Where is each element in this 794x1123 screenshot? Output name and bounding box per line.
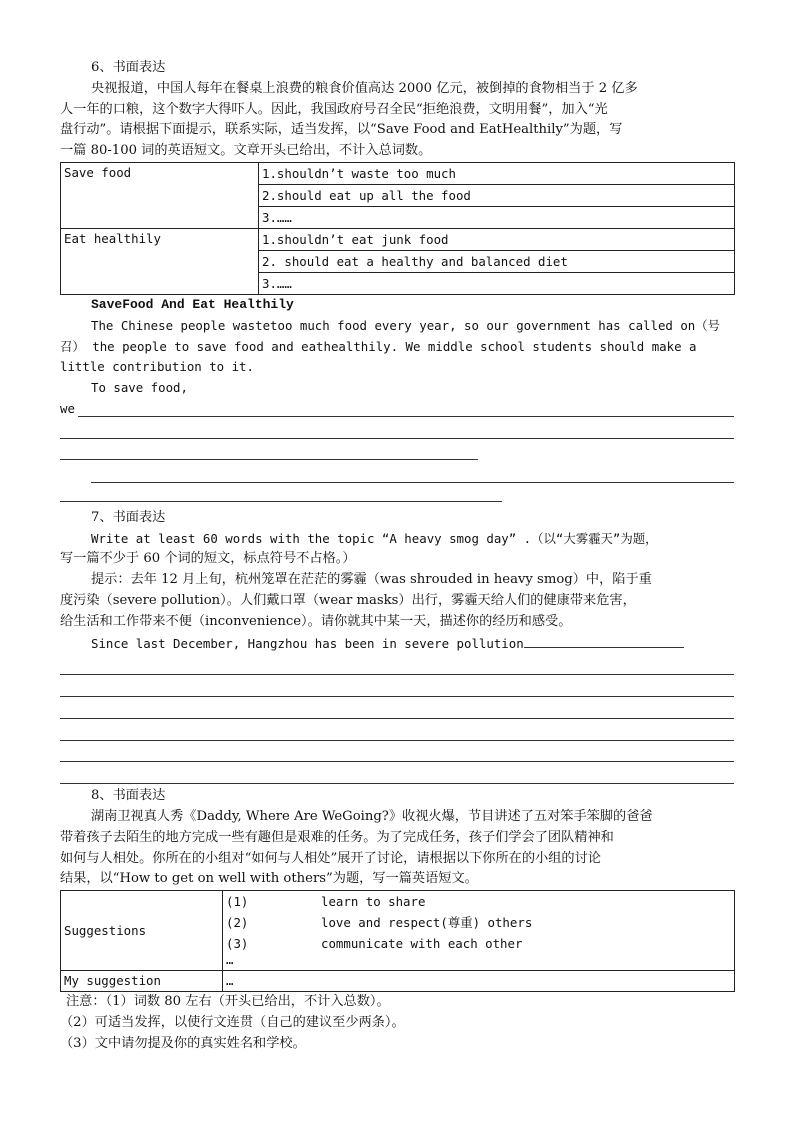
- section8-prompt-line: 湖南卫视真人秀《Daddy, Where Are WeGoing?》收视火爆，节目讲述了五对笨手笨脚的爸爸: [91, 808, 653, 824]
- note-line: 注意：（1）词数 80 左右（开头已给出，不计入总数）。: [66, 994, 390, 1010]
- point-item: 3.……: [262, 275, 292, 291]
- point-item: 2.should eat up all the food: [259, 185, 734, 207]
- suggestions-cell: [223, 891, 735, 971]
- points-cell: [259, 162, 735, 228]
- writing-line[interactable]: [60, 697, 734, 719]
- writing-line[interactable]: [60, 762, 734, 784]
- section6-prompt-line: 人一年的口粮，这个数字大得吓人。因此，我国政府号召全民“拒绝浪费，文明用餐”，加入“光: [60, 101, 608, 117]
- suggestion-item: (2) love and respect(尊重) others: [226, 915, 533, 931]
- section6-prompt-line: 盘行动”。请根据下面提示，联系实际，适当发挥，以“Save Food and EatHealthily”为题，写: [60, 122, 623, 138]
- table-row: [61, 228, 735, 294]
- point-item: 1.shouldn’t eat junk food: [259, 229, 734, 251]
- my-suggestion-value[interactable]: …: [223, 971, 735, 992]
- section7-hint-line: 度污染（severe pollution）。人们戴口罩（wear masks）出行，雾霾天给人们的健康带来危害，: [60, 592, 636, 608]
- table-row: [61, 891, 735, 971]
- point-item: 2. should eat a healthy and balanced diet: [259, 251, 734, 273]
- topic-cell: Save food: [61, 162, 259, 228]
- essay-title: SaveFood And Eat Healthily: [91, 296, 294, 312]
- section7-start-text: Since last December, Hangzhou has been in severe pollution: [91, 635, 524, 651]
- writing-line[interactable]: [60, 741, 734, 763]
- writing-line[interactable]: [60, 653, 734, 675]
- essay-line: 召） the people to save food and eathealthily. We middle school students should make a: [60, 338, 697, 354]
- section6-outline-table: [60, 162, 735, 295]
- section8-suggestions-table: [60, 890, 735, 992]
- section7-heading: 7、书面表达: [91, 509, 166, 525]
- suggestion-item: (1) learn to share: [226, 894, 426, 910]
- points-cell: [259, 228, 735, 294]
- writing-line[interactable]: [60, 483, 502, 502]
- section8-prompt-line: 结果，以“How to get on well with others”为题，写一篇英语短文。: [60, 871, 478, 887]
- suggestions-label: Suggestions: [61, 891, 223, 971]
- answer-blank[interactable]: [524, 633, 684, 648]
- note-line: （2）可适当发挥，以使行文连贯（自己的建议至少两条）。: [60, 1014, 405, 1030]
- writing-line[interactable]: [60, 719, 734, 741]
- essay-line: The Chinese people wastetoo much food every year, so our government has called on（号: [91, 317, 721, 333]
- point-item: 1.shouldn’t waste too much: [259, 163, 734, 185]
- essay-line: little contribution to it.: [60, 359, 254, 375]
- section7-prompt-line: 写一篇不少于 60 个词的短文，标点符号不占格。）: [60, 551, 356, 567]
- essay-start: To save food,: [91, 380, 188, 396]
- note-line: （3）文中请勿提及你的真实姓名和学校。: [60, 1035, 306, 1051]
- section7-start-line: [60, 633, 734, 654]
- section8-prompt-line: 如何与人相处。你所在的小组对“如何与人相处”展开了讨论，请根据以下你所在的小组的讨论: [60, 850, 601, 866]
- section7-hint-line: 给生活和工作带来不便（inconvenience）。请你就其中某一天，描述你的经历和感受。: [60, 613, 572, 629]
- section8-heading: 8、书面表达: [91, 788, 166, 804]
- writing-line[interactable]: [91, 460, 734, 483]
- table-row: [61, 971, 735, 992]
- writing-line[interactable]: [60, 420, 734, 439]
- my-suggestion-label: My suggestion: [61, 971, 223, 992]
- section6-prompt-line: 央视报道，中国人每年在餐桌上浪费的粮食价值高达 2000 亿元，被倒掉的食物相当于 2 亿多: [91, 80, 638, 96]
- writing-line[interactable]: [60, 675, 734, 697]
- section8-prompt-line: 带着孩子去陌生的地方完成一些有趣但是艰难的任务。为了完成任务，孩子们学会了团队精神和: [60, 829, 614, 845]
- section6-prompt-line: 一篇 80-100 词的英语短文。文章开头已给出，不计入总词数。: [60, 143, 432, 159]
- point-item: 3.……: [262, 209, 292, 225]
- writing-line[interactable]: [60, 439, 478, 460]
- writing-line-first[interactable]: [60, 399, 734, 420]
- worksheet-page: [60, 58, 734, 1055]
- section7-prompt-line: Write at least 60 words with the topic “A heavy smog day” .（以“大雾霾天”为题，: [91, 530, 658, 546]
- suggestion-item: (3) communicate with each other: [226, 936, 523, 952]
- section7-hint-line: 提示：去年 12 月上旬，杭州笼罩在茫茫的雾霾（was shrouded in heavy smog）中，陷于重: [91, 572, 652, 588]
- table-row: [61, 162, 735, 228]
- section6-heading: 6、书面表达: [91, 60, 166, 75]
- topic-cell: Eat healthily: [61, 228, 259, 294]
- we-word: we: [60, 400, 75, 416]
- suggestion-more: …: [226, 952, 234, 968]
